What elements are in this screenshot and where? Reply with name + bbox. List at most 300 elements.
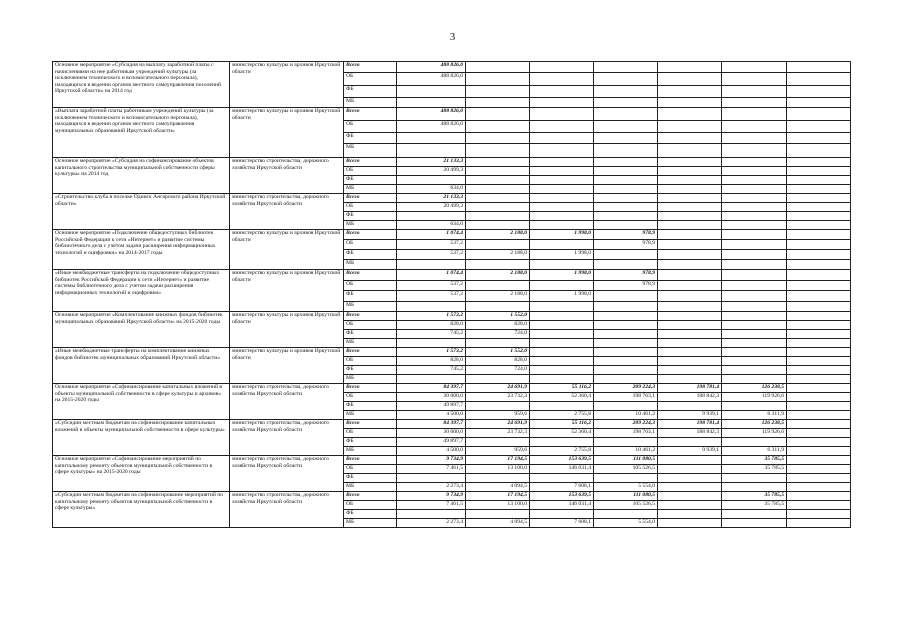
amount-cell (594, 357, 658, 366)
amount-cell (466, 260, 530, 270)
funding-source: ОБ (344, 465, 397, 474)
table-row (53, 158, 851, 167)
amount-cell (722, 438, 787, 447)
amount-cell (658, 492, 722, 501)
funding-source: Всего (344, 420, 397, 429)
amount-cell: 17 194,5 (466, 456, 530, 465)
amount-cell (594, 86, 658, 98)
amount-cell (530, 221, 594, 230)
amount-cell (722, 121, 787, 133)
amount-cell (722, 62, 787, 73)
amount-cell: 488 826,0 (397, 73, 466, 86)
amount-cell: 634,0 (397, 185, 466, 194)
amount-cell (787, 144, 851, 158)
amount-cell: 20 499,3 (397, 167, 466, 176)
funding-source: МБ (344, 375, 397, 384)
amount-cell (722, 291, 787, 302)
amount-cell (722, 144, 787, 158)
measure-title: «Строительство клуба в поселке Одинск Ангарского района Иркутской области» (53, 194, 230, 230)
amount-cell: 111 080,5 (594, 492, 658, 501)
amount-cell (658, 330, 722, 339)
amount-cell (787, 429, 851, 438)
amount-cell (658, 108, 722, 121)
funding-source: Всего (344, 384, 397, 393)
funding-source: ОБ (344, 321, 397, 330)
amount-cell: 209 224,3 (594, 384, 658, 393)
amount-cell (787, 62, 851, 73)
amount-cell (530, 73, 594, 86)
amount-cell: 959,6 (466, 411, 530, 420)
amount-cell (594, 73, 658, 86)
amount-cell: 9 939,1 (658, 411, 722, 420)
amount-cell: 1 998,0 (530, 230, 594, 240)
amount-cell (658, 519, 722, 528)
amount-cell (594, 108, 658, 121)
measure-title: Основное мероприятие «Субсидия на выплату заработной платы с начислениями на нее работникам учреждений культуры (за исключением технического и вспомогательного персонала), находящихся в ведении органов местного самоуправления поселений Иркутской области» на 2014 год (53, 62, 230, 108)
amount-cell (658, 144, 722, 158)
amount-cell (658, 212, 722, 221)
amount-cell (658, 456, 722, 465)
funding-source: МБ (344, 185, 397, 194)
amount-cell: 7 608,1 (530, 519, 594, 528)
amount-cell: 1 998,0 (530, 270, 594, 281)
amount-cell (594, 321, 658, 330)
amount-cell: 2 188,0 (466, 230, 530, 240)
amount-cell (397, 133, 466, 144)
amount-cell (658, 176, 722, 185)
amount-cell: 2 755,8 (530, 411, 594, 420)
amount-cell (722, 212, 787, 221)
amount-cell (658, 312, 722, 321)
amount-cell (722, 167, 787, 176)
amount-cell (787, 474, 851, 483)
amount-cell (530, 375, 594, 384)
funding-source: ОБ (344, 167, 397, 176)
amount-cell (594, 312, 658, 321)
amount-cell (594, 212, 658, 221)
amount-cell (787, 250, 851, 260)
amount-cell (594, 348, 658, 357)
amount-cell: 1 998,0 (530, 250, 594, 260)
amount-cell (658, 339, 722, 348)
amount-cell (397, 98, 466, 108)
amount-cell (594, 375, 658, 384)
amount-cell (530, 348, 594, 357)
amount-cell (530, 62, 594, 73)
amount-cell (466, 240, 530, 250)
amount-cell (787, 447, 851, 456)
funding-source: ОБ (344, 393, 397, 402)
amount-cell (787, 260, 851, 270)
funding-source: Всего (344, 456, 397, 465)
amount-cell: 188 842,3 (658, 393, 722, 402)
funding-source: МБ (344, 98, 397, 108)
amount-cell: 488 826,0 (397, 62, 466, 73)
funding-source: Всего (344, 348, 397, 357)
amount-cell (530, 185, 594, 194)
amount-cell (787, 321, 851, 330)
amount-cell (466, 302, 530, 312)
amount-cell (658, 438, 722, 447)
amount-cell (530, 366, 594, 375)
amount-cell (658, 73, 722, 86)
amount-cell (397, 339, 466, 348)
amount-cell (594, 438, 658, 447)
amount-cell (530, 176, 594, 185)
amount-cell: 17 194,5 (466, 492, 530, 501)
amount-cell (466, 62, 530, 73)
amount-cell (658, 260, 722, 270)
amount-cell: 978,9 (594, 240, 658, 250)
measure-title: «Субсидии местным бюджетам на софинансирование капитальных вложений в объекты муниципальной собственности в сфере культуры» (53, 420, 230, 456)
amount-cell: 537,2 (397, 240, 466, 250)
funding-source: ФБ (344, 402, 397, 411)
amount-cell: 198 763,1 (594, 393, 658, 402)
amount-cell (530, 281, 594, 291)
amount-cell (658, 474, 722, 483)
executor-name: министерство культуры и архивов Иркутской области (230, 312, 344, 348)
amount-cell (466, 375, 530, 384)
funding-source: ФБ (344, 176, 397, 185)
amount-cell: 1 074,4 (397, 230, 466, 240)
amount-cell (466, 98, 530, 108)
page-number: 3 (449, 31, 456, 43)
amount-cell (722, 375, 787, 384)
amount-cell (787, 375, 851, 384)
amount-cell (594, 144, 658, 158)
funding-source: МБ (344, 221, 397, 230)
amount-cell (658, 281, 722, 291)
funding-source: ФБ (344, 510, 397, 519)
amount-cell (594, 260, 658, 270)
amount-cell: 126 238,5 (722, 384, 787, 393)
amount-cell: 4 094,5 (466, 519, 530, 528)
amount-cell: 724,0 (466, 366, 530, 375)
funding-source: МБ (344, 519, 397, 528)
amount-cell (722, 73, 787, 86)
amount-cell (787, 483, 851, 492)
funding-source: ОБ (344, 121, 397, 133)
amount-cell: 146 031,4 (530, 465, 594, 474)
table-row (53, 348, 851, 357)
funding-source: ФБ (344, 212, 397, 221)
amount-cell (466, 510, 530, 519)
amount-cell: 111 080,5 (594, 456, 658, 465)
amount-cell: 4 500,0 (397, 447, 466, 456)
amount-cell (530, 240, 594, 250)
amount-cell: 488 826,0 (397, 108, 466, 121)
executor-name: министерство культуры и архивов Иркутской области (230, 348, 344, 384)
amount-cell: 35 785,5 (722, 456, 787, 465)
amount-cell (594, 330, 658, 339)
executor-name: министерство строительства, дорожного хозяйства Иркутской области (230, 420, 344, 456)
amount-cell (530, 121, 594, 133)
amount-cell (658, 302, 722, 312)
amount-cell (787, 133, 851, 144)
amount-cell (658, 250, 722, 260)
funding-source: ОБ (344, 281, 397, 291)
amount-cell: 23 732,3 (466, 429, 530, 438)
amount-cell (594, 402, 658, 411)
amount-cell (787, 366, 851, 375)
amount-cell (722, 270, 787, 281)
executor-name: министерство культуры и архивов Иркутской области (230, 230, 344, 270)
amount-cell: 7 461,5 (397, 501, 466, 510)
amount-cell (594, 158, 658, 167)
executor-name: министерство строительства, дорожного хозяйства Иркутской области (230, 456, 344, 492)
amount-cell (787, 203, 851, 212)
amount-cell: 978,9 (594, 230, 658, 240)
funding-source: ФБ (344, 133, 397, 144)
funding-source: ОБ (344, 73, 397, 86)
amount-cell (397, 212, 466, 221)
amount-cell (722, 176, 787, 185)
amount-cell (530, 86, 594, 98)
funding-source: Всего (344, 62, 397, 73)
amount-cell (466, 212, 530, 221)
amount-cell: 119 926,6 (722, 393, 787, 402)
measure-title: Основное мероприятие «Комплектование книжных фондов библиотек муниципальных образований Иркутской области» на 2015-2020 годы (53, 312, 230, 348)
amount-cell (722, 260, 787, 270)
amount-cell (530, 203, 594, 212)
funding-source: ФБ (344, 330, 397, 339)
amount-cell (722, 133, 787, 144)
amount-cell: 21 133,3 (397, 194, 466, 203)
amount-cell (658, 230, 722, 240)
amount-cell: 724,0 (466, 330, 530, 339)
amount-cell: 198 781,4 (658, 420, 722, 429)
amount-cell (787, 357, 851, 366)
amount-cell (787, 230, 851, 240)
amount-cell (466, 167, 530, 176)
amount-cell: 10 461,2 (594, 411, 658, 420)
amount-cell: 153 639,5 (530, 456, 594, 465)
amount-cell (397, 302, 466, 312)
amount-cell: 2 755,8 (530, 447, 594, 456)
amount-cell (530, 167, 594, 176)
amount-cell: 188 842,3 (658, 429, 722, 438)
amount-cell (787, 411, 851, 420)
amount-cell (722, 483, 787, 492)
amount-cell (466, 402, 530, 411)
executor-name: министерство культуры и архивов Иркутской области (230, 270, 344, 312)
amount-cell (722, 302, 787, 312)
amount-cell (658, 501, 722, 510)
measure-title: «Субсидии местным бюджетам на софинансирование мероприятий по капитальному ремонту объектов муниципальной собственности в сфере культуры» (53, 492, 230, 528)
amount-cell (722, 98, 787, 108)
amount-cell (787, 456, 851, 465)
measure-title: «Иные межбюджетные трансферты на комплектование книжных фондов библиотек муниципальных образований Иркутской области» (53, 348, 230, 384)
amount-cell (594, 203, 658, 212)
amount-cell: 978,9 (594, 281, 658, 291)
amount-cell: 35 785,5 (722, 501, 787, 510)
amount-cell (466, 221, 530, 230)
amount-cell (466, 438, 530, 447)
amount-cell: 828,0 (397, 321, 466, 330)
measure-title: Основное мероприятие «Софинансирование капитальных вложений в объекты муниципальной собственности в сфере культуры и архивов» на 2015-2020 годы (53, 384, 230, 420)
amount-cell (722, 321, 787, 330)
amount-cell (787, 465, 851, 474)
amount-cell: 7 461,5 (397, 465, 466, 474)
amount-cell (787, 384, 851, 393)
amount-cell: 488 826,0 (397, 121, 466, 133)
amount-cell (530, 438, 594, 447)
amount-cell (787, 221, 851, 230)
funding-source: Всего (344, 270, 397, 281)
funding-source: ФБ (344, 86, 397, 98)
amount-cell: 119 926,6 (722, 429, 787, 438)
funding-source: МБ (344, 144, 397, 158)
amount-cell: 84 397,7 (397, 420, 466, 429)
amount-cell (658, 348, 722, 357)
amount-cell (658, 185, 722, 194)
amount-cell (787, 270, 851, 281)
amount-cell: 828,0 (466, 357, 530, 366)
amount-cell (466, 121, 530, 133)
amount-cell (658, 167, 722, 176)
amount-cell (787, 212, 851, 221)
amount-cell: 49 897,7 (397, 438, 466, 447)
amount-cell: 9 734,9 (397, 492, 466, 501)
amount-cell: 198 781,4 (658, 384, 722, 393)
amount-cell (722, 158, 787, 167)
funding-source: ФБ (344, 474, 397, 483)
amount-cell (787, 121, 851, 133)
amount-cell (466, 339, 530, 348)
amount-cell (594, 474, 658, 483)
funding-source: Всего (344, 194, 397, 203)
funding-source: МБ (344, 260, 397, 270)
amount-cell (594, 194, 658, 203)
executor-name: министерство культуры и архивов Иркутской области (230, 108, 344, 158)
amount-cell (787, 438, 851, 447)
funding-source: ОБ (344, 357, 397, 366)
table-row (53, 312, 851, 321)
amount-cell (466, 185, 530, 194)
amount-cell (466, 73, 530, 86)
amount-cell: 2 273,4 (397, 483, 466, 492)
amount-cell: 20 499,3 (397, 203, 466, 212)
amount-cell (787, 519, 851, 528)
amount-cell (530, 212, 594, 221)
amount-cell: 23 732,3 (466, 393, 530, 402)
amount-cell (722, 250, 787, 260)
funding-source: ОБ (344, 429, 397, 438)
table-row (53, 230, 851, 240)
amount-cell (787, 240, 851, 250)
amount-cell (658, 62, 722, 73)
amount-cell (594, 221, 658, 230)
executor-name: министерство культуры и архивов Иркутской области (230, 62, 344, 108)
amount-cell: 126 238,5 (722, 420, 787, 429)
amount-cell (787, 510, 851, 519)
funding-source: МБ (344, 483, 397, 492)
amount-cell (787, 291, 851, 302)
amount-cell: 24 691,9 (466, 384, 530, 393)
amount-cell (722, 357, 787, 366)
amount-cell (787, 194, 851, 203)
amount-cell (658, 321, 722, 330)
amount-cell (787, 330, 851, 339)
amount-cell: 4 500,0 (397, 411, 466, 420)
amount-cell (787, 302, 851, 312)
amount-cell (594, 339, 658, 348)
amount-cell (658, 158, 722, 167)
table-row (53, 194, 851, 203)
amount-cell (722, 240, 787, 250)
amount-cell (530, 312, 594, 321)
amount-cell: 828,0 (397, 357, 466, 366)
amount-cell: 828,0 (466, 321, 530, 330)
amount-cell (787, 312, 851, 321)
funding-source: Всего (344, 108, 397, 121)
funding-source: МБ (344, 411, 397, 420)
amount-cell: 24 691,9 (466, 420, 530, 429)
amount-cell (658, 510, 722, 519)
amount-cell (530, 98, 594, 108)
amount-cell (530, 260, 594, 270)
amount-cell (658, 194, 722, 203)
amount-cell (787, 185, 851, 194)
amount-cell (722, 185, 787, 194)
amount-cell (722, 474, 787, 483)
amount-cell (594, 291, 658, 302)
amount-cell: 2 188,0 (466, 291, 530, 302)
amount-cell (594, 133, 658, 144)
funding-source: Всего (344, 312, 397, 321)
amount-cell (530, 158, 594, 167)
amount-cell (787, 348, 851, 357)
amount-cell (787, 176, 851, 185)
amount-cell (787, 108, 851, 121)
amount-cell (722, 221, 787, 230)
amount-cell: 198 763,1 (594, 429, 658, 438)
amount-cell: 13 100,0 (466, 465, 530, 474)
amount-cell (787, 339, 851, 348)
amount-cell: 9 939,1 (658, 447, 722, 456)
amount-cell: 49 897,7 (397, 402, 466, 411)
amount-cell (530, 357, 594, 366)
amount-cell (658, 133, 722, 144)
amount-cell: 30 000,0 (397, 429, 466, 438)
amount-cell: 9 734,9 (397, 456, 466, 465)
amount-cell: 1 552,0 (466, 348, 530, 357)
table-row (53, 108, 851, 121)
amount-cell (466, 203, 530, 212)
amount-cell (530, 302, 594, 312)
amount-cell: 153 639,5 (530, 492, 594, 501)
amount-cell: 2 188,0 (466, 270, 530, 281)
funding-source: ФБ (344, 366, 397, 375)
amount-cell (722, 194, 787, 203)
amount-cell (466, 474, 530, 483)
measure-title: «Иные межбюджетные трансферты на подключение общедоступных библиотек Российской Федерации к сети «Интернет» и развитие системы библиотечного дела с учетом задачи расширения информационных технологий и оцифровки» (53, 270, 230, 312)
funding-source: ФБ (344, 438, 397, 447)
amount-cell: 35 785,5 (722, 465, 787, 474)
amount-cell (658, 402, 722, 411)
amount-cell: 745,2 (397, 366, 466, 375)
amount-cell (530, 144, 594, 158)
amount-cell (787, 492, 851, 501)
amount-cell: 6 311,9 (722, 447, 787, 456)
measure-title: Основное мероприятие «Подключение общедоступных библиотек Российской Федерации к сети «Интернет» и развитие системы библиотечного дела с учетом задачи расширения информационных технологий и оцифровки» на 2014-2017 годы (53, 230, 230, 270)
funding-source: МБ (344, 339, 397, 348)
funding-source: Всего (344, 492, 397, 501)
amount-cell (530, 339, 594, 348)
executor-name: министерство строительства, дорожного хозяйства Иркутской области (230, 158, 344, 194)
amount-cell (530, 133, 594, 144)
table-row (53, 492, 851, 501)
